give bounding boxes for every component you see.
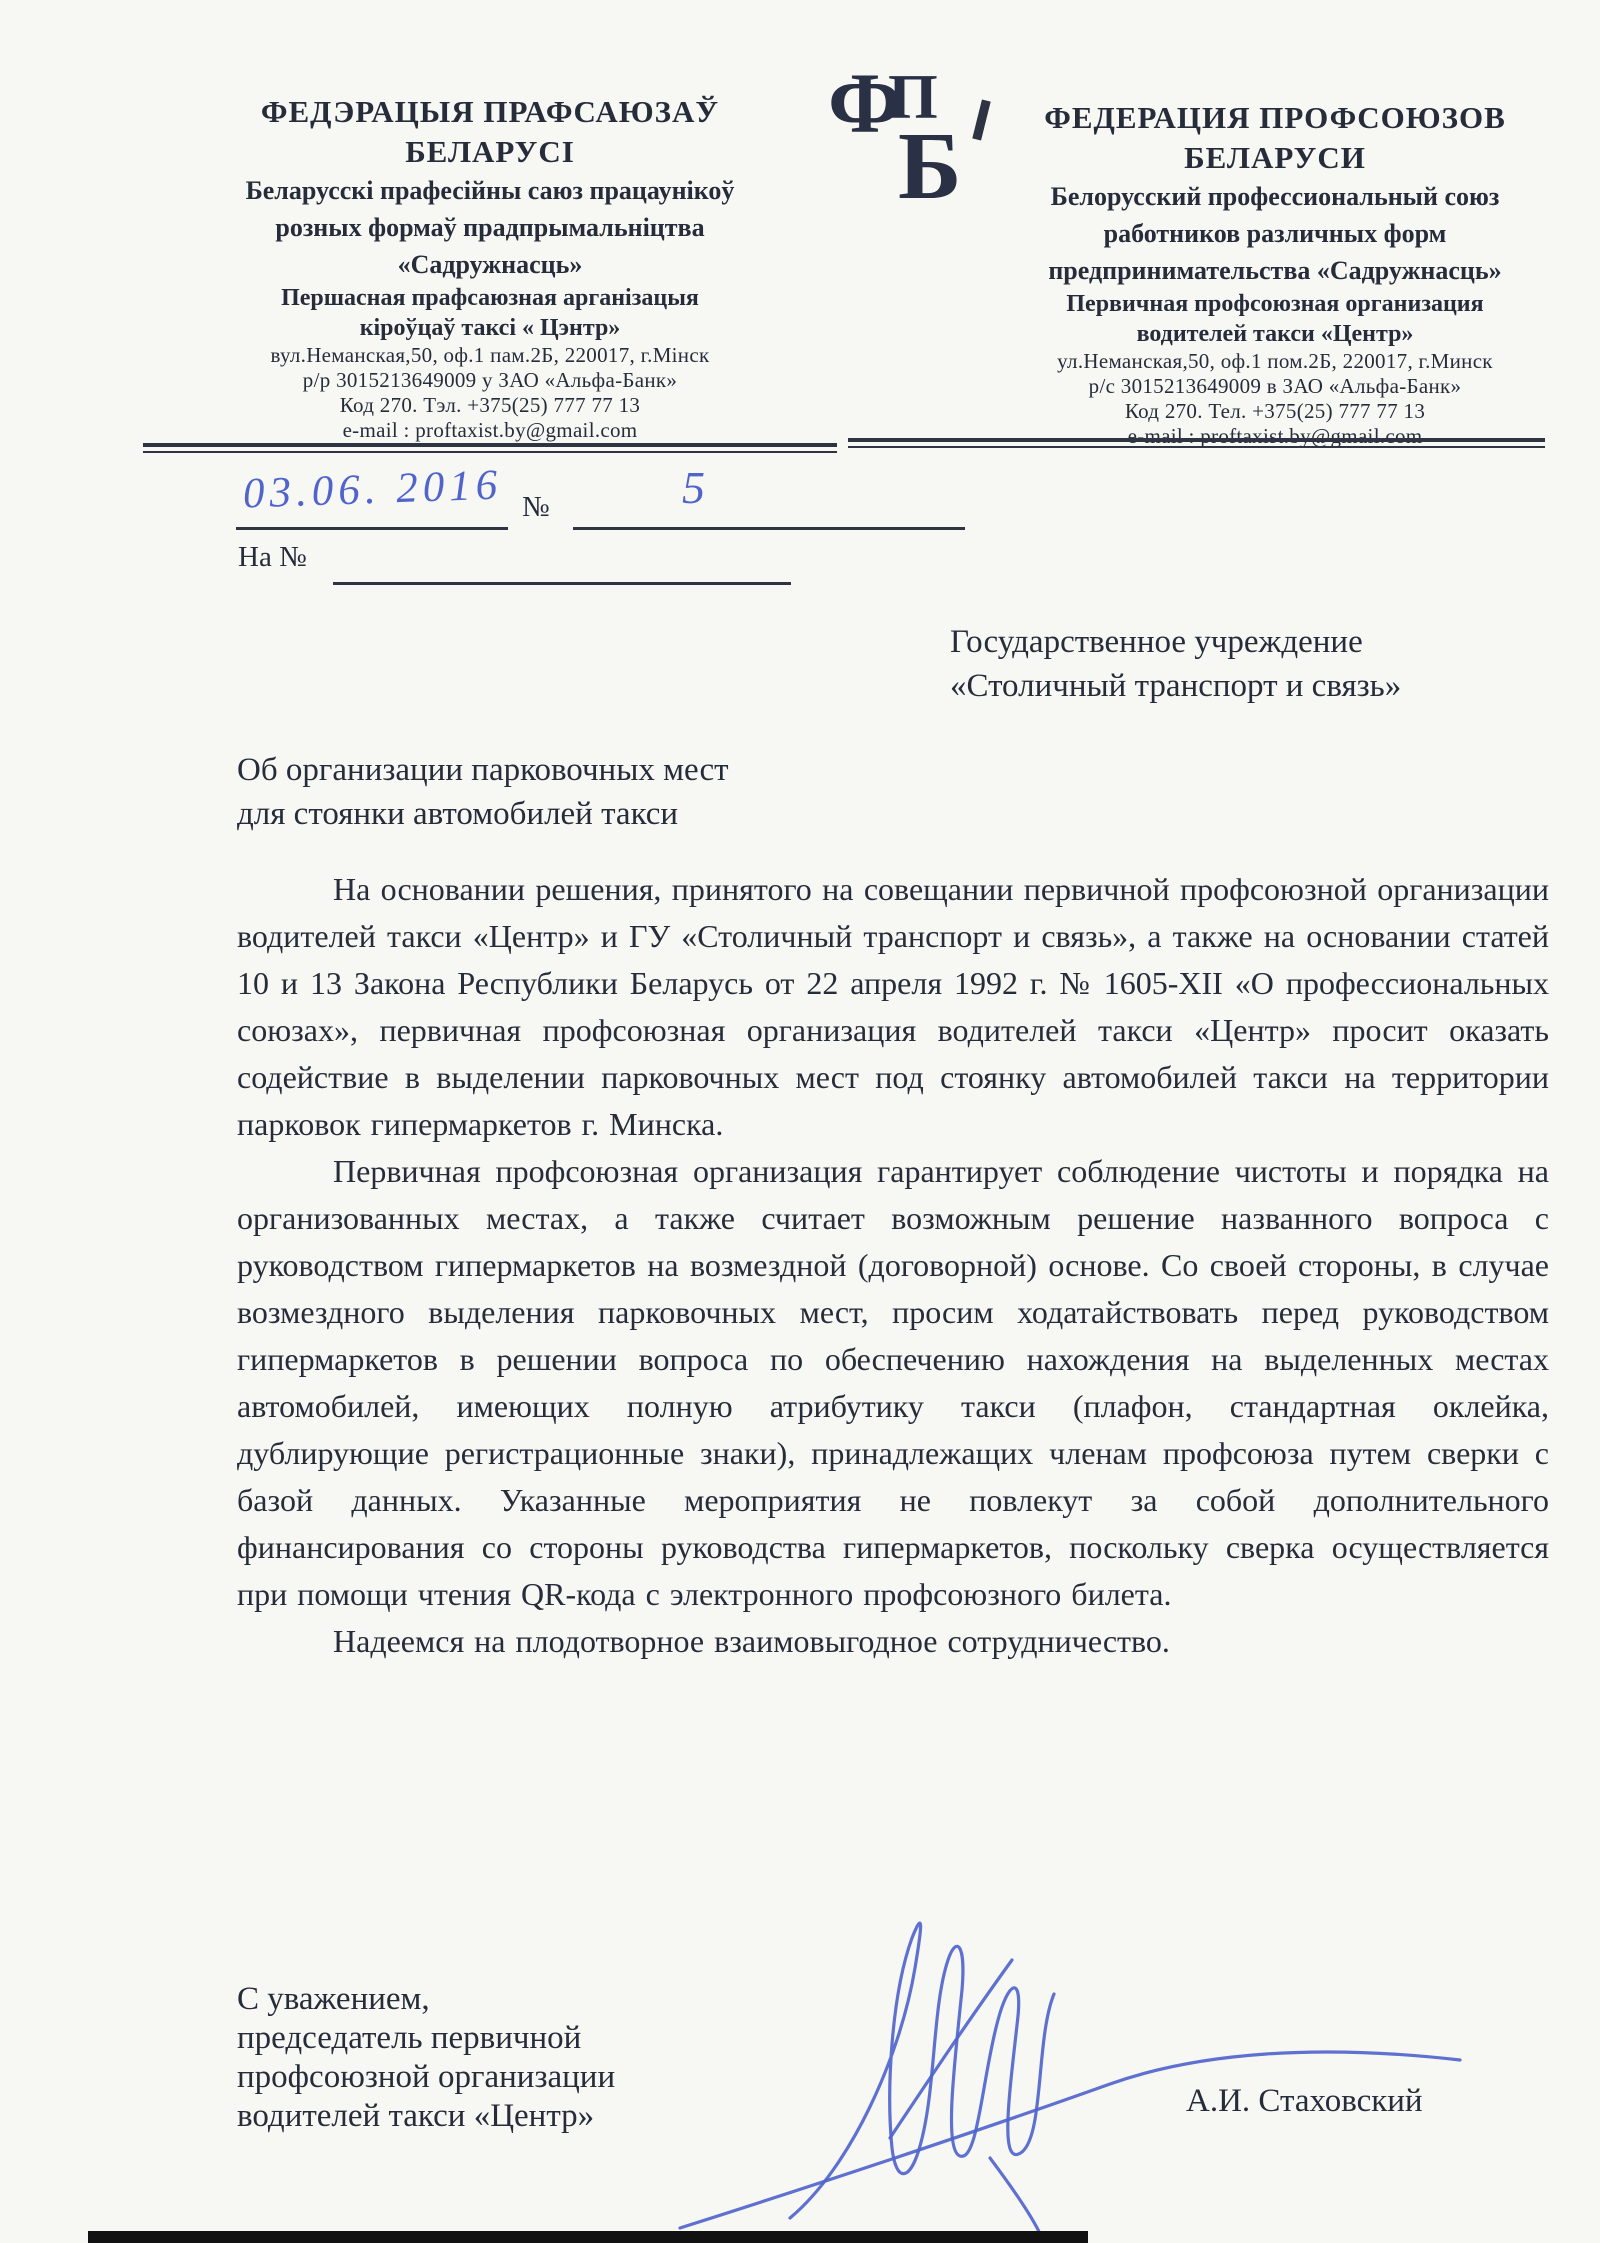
letterhead-rule-right (848, 438, 1545, 448)
handwritten-outgoing-number: 5 (682, 462, 705, 513)
union-name-ru-line1: Белорусский профессиональный союз (1050, 182, 1500, 211)
bank-account-ru: р/с 3015213649009 в ЗАО «Альфа-Банк» (1088, 374, 1462, 398)
letterhead-right (985, 98, 1565, 449)
handwritten-signature (640, 1898, 1480, 2243)
phone-be: Код 270. Тэл. +375(25) 777 77 13 (339, 393, 641, 417)
number-underline (573, 527, 965, 530)
handwritten-date: 03.06. 2016 (242, 461, 503, 518)
union-name-ru-line2: работников различных форм (1103, 219, 1447, 248)
union-name-be-line2: розных формаў прадпрымальніцтва (275, 213, 705, 242)
address-be: вул.Неманская,50, оф.1 пам.2Б, 220017, г.Мінск (270, 343, 710, 367)
svg-text:Б: Б (898, 112, 962, 216)
closing-line2: председатель первичной (237, 2020, 582, 2056)
phone-ru: Код 270. Тел. +375(25) 777 77 13 (1124, 399, 1426, 423)
body-paragraph-2: Первичная профсоюзная организация гарантирует соблюдение чистоты и порядка на организованных местах, а также считает возможным решение названного вопроса с руководством гипермаркетов на возмездной (договорной) основе. Со своей стороны, в случае возмездного выделения парковочных мест, просим ходатайствовать перед руководством гипермаркетов в решении вопроса по обеспечению нахождения на выделенных местах автомобилей, имеющих полную атрибутику такси (плафон, стандартная оклейка, дублирующие регистрационные знаки), принадлежащих членам профсоюза путем сверки с базой данных. Указанные мероприятия не повлекут за собой дополнительного финансирования со стороны руководства гипермаркетов, поскольку сверка осуществляется при помощи чтения QR-кода с электронного профсоюзного билета. (237, 1153, 1549, 1612)
primary-org-be-line1: Першасная прафсаюзная арганізацыя (281, 285, 699, 311)
federation-title-be-line1: ФЕДЭРАЦЫЯ ПРАФСАЮЗАЎ (260, 94, 720, 129)
letterhead-rule-left (143, 443, 837, 453)
body-paragraph-3: Надеемся на плодотворное взаимовыгодное сотрудничество. (333, 1623, 1170, 1659)
svg-text:П: П (888, 61, 938, 132)
body-paragraph-1: На основании решения, принятого на совещании первичной профсоюзной организации водителей такси «Центр» и ГУ «Столичный транспорт и связь», а также на основании статей 10 и 13 Закона Республики Беларусь от 22 апреля 1992 г. № 1605-XII «О профессиональных союзах», первичная профсоюзная организация водителей такси «Центр» просит оказать содействие в выделении парковочных мест под стоянку автомобилей такси на территории парковок гипермаркетов г. Минска. (237, 871, 1549, 1142)
subject-line1: Об организации парковочных мест (237, 752, 729, 788)
date-underline (236, 527, 508, 530)
federation-title-ru-line2: БЕЛАРУСИ (1184, 140, 1366, 175)
fpb-logo (826, 48, 996, 216)
email-be: e-mail : proftaxist.by@gmail.com (342, 418, 638, 442)
union-name-be-line3: «Садружнасць» (397, 250, 583, 279)
closing-block (237, 1980, 615, 2136)
email-ru: e-mail : proftaxist.by@gmail.com (1127, 424, 1423, 448)
signer-name: А.И. Стаховский (1186, 2083, 1423, 2119)
address-ru: ул.Неманская,50, оф.1 пом.2Б, 220017, г.Минск (1057, 349, 1493, 373)
reply-to-number-label: На № (238, 541, 307, 573)
closing-line1: С уважением, (237, 1981, 430, 2017)
recipient-block (950, 620, 1550, 708)
bank-account-be: р/р 3015213649009 у ЗАО «Альфа-Банк» (302, 368, 678, 392)
primary-org-ru-line1: Первичная профсоюзная организация (1066, 291, 1484, 317)
closing-line3: профсоюзной организации (237, 2059, 616, 2095)
svg-text:Ф: Ф (828, 55, 902, 151)
union-name-be-line1: Беларусскі прафесійны саюз працаунікоў (245, 176, 735, 205)
reply-to-number-underline (333, 582, 791, 585)
number-sign-label: № (522, 491, 550, 523)
recipient-line2: «Столичный транспорт и связь» (950, 668, 1402, 704)
primary-org-be-line2: кіроўцаў таксі « Цэнтр» (359, 315, 621, 341)
closing-line4: водителей такси «Центр» (237, 2098, 595, 2134)
letterhead-left (150, 92, 830, 443)
subject-block (237, 748, 937, 836)
fpb-logo-icon (826, 48, 996, 216)
federation-title-ru-line1: ФЕДЕРАЦИЯ ПРОФСОЮЗОВ (1044, 100, 1506, 135)
primary-org-ru-line2: водителей такси «Центр» (1136, 321, 1414, 347)
union-name-ru-line3: предпринимательства «Садружнасць» (1048, 256, 1502, 285)
letter-body (237, 866, 1549, 1665)
recipient-line1: Государственное учреждение (950, 624, 1363, 660)
federation-title-be-line2: БЕЛАРУСІ (405, 134, 575, 169)
scan-edge-bar (88, 2231, 1088, 2243)
subject-line2: для стоянки автомобилей такси (237, 796, 679, 832)
